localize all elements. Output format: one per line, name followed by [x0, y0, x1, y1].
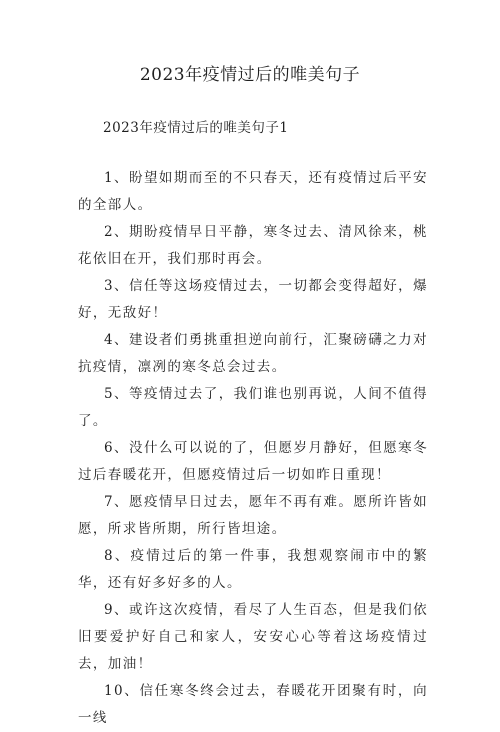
list-item: 3、信任等这场疫情过去，一切都会变得超好，爆好，无敌好！: [78, 278, 428, 321]
section-heading: 2023年疫情过后的唯美句子1: [103, 120, 289, 136]
list-item: 7、愿疫情早日过去，愿年不再有难。愿所许皆如愿，所求皆所期，所行皆坦途。: [78, 494, 428, 537]
document-title: 2023年疫情过后的唯美句子: [139, 65, 361, 85]
list-item: 2、期盼疫情早日平静，寒冬过去、清风徐来，桃花依旧在开，我们那时再会。: [78, 224, 428, 267]
list-item: 9、或许这次疫情，看尽了人生百态，但是我们依旧要爱护好自己和家人，安安心心等着这场疫情过去，加油！: [78, 602, 428, 672]
list-item: 1、盼望如期而至的不只春天，还有疫情过后平安的全部人。: [78, 170, 428, 213]
list-item: 5、等疫情过去了，我们谁也别再说，人间不值得了。: [78, 386, 428, 429]
list-item: 10、信任寒冬终会过去，春暖花开团聚有时，向一线: [78, 683, 428, 726]
list-item: 4、建设者们勇挑重担逆向前行，汇聚磅礴之力对抗疫情，凛冽的寒冬总会过去。: [78, 332, 428, 375]
list-item: 6、没什么可以说的了，但愿岁月静好，但愿寒冬过后春暖花开，但愿疫情过后一切如昨日重现！: [78, 440, 428, 483]
body-text: [78, 165, 428, 732]
list-item: 8、疫情过后的第一件事，我想观察闹市中的繁华，还有好多好多的人。: [78, 548, 428, 591]
